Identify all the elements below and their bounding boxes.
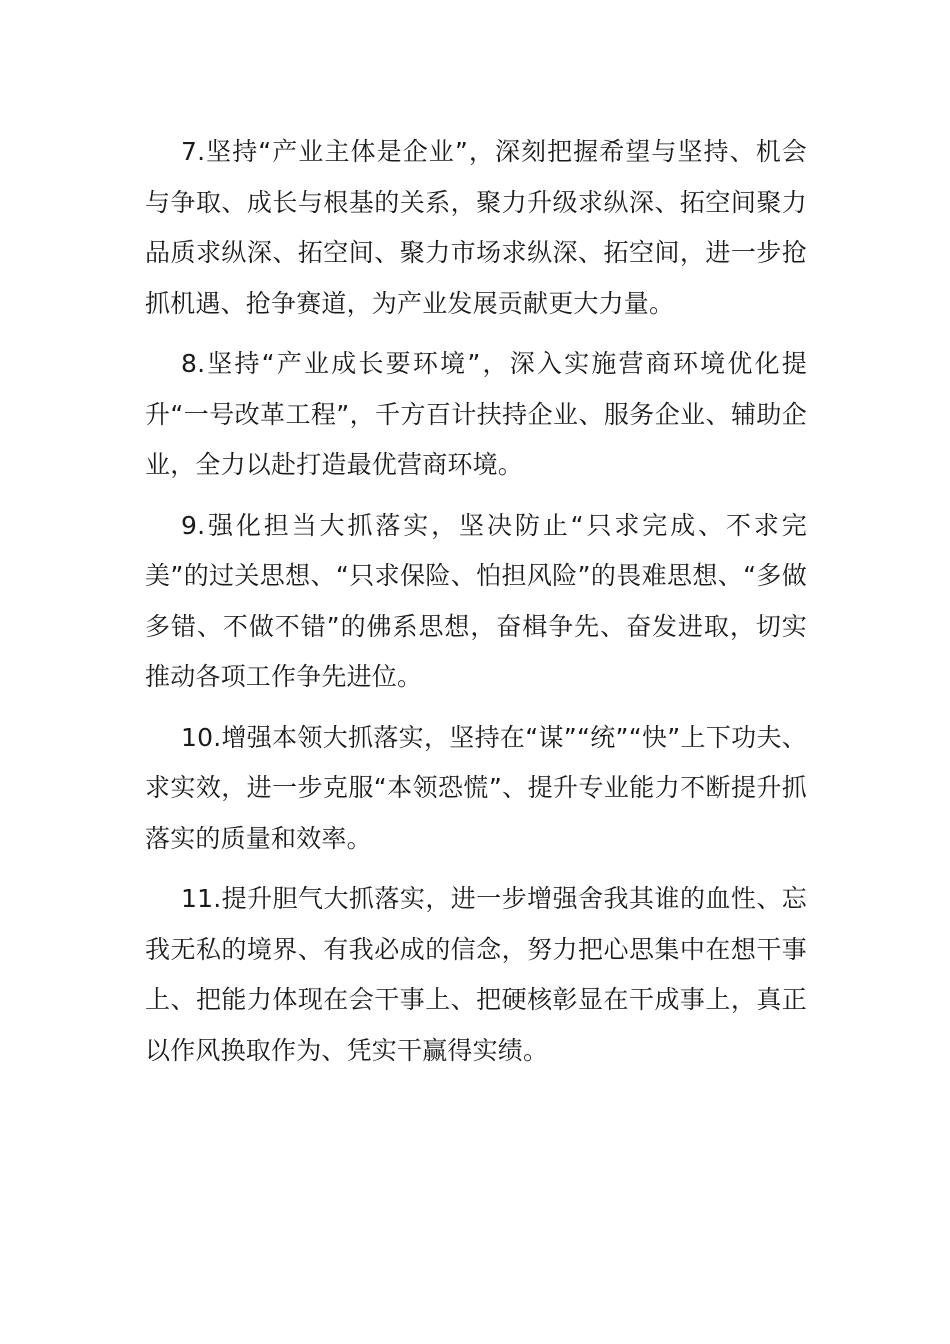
paragraph-7: 7.坚持“产业主体是企业”，深刻把握希望与坚持、机会与争取、成长与根基的关系，聚力升级求纵深、拓空间聚力品质求纵深、拓空间、聚力市场求纵深、拓空间，进一步抢抓机遇、抢争赛道，为产业发展贡献更大力量。 — [145, 137, 807, 318]
paragraph-9: 9.强化担当大抓落实，坚决防止“只求完成、不求完美”的过关思想、“只求保险、怕担风险”的畏难思想、“多做多错、不做不错”的佛系思想，奋楫争先、奋发进取，切实推动各项工作争先进位。 — [145, 510, 807, 691]
paragraph-10: 10.增强本领大抓落实，坚持在“谋”“统”“快”上下功夫、求实效，进一步克服“本领恐慌”、提升专业能力不断提升抓落实的质量和效率。 — [145, 722, 807, 853]
paragraph-8: 8.坚持“产业成长要环境”，深入实施营商环境优化提升“一号改革工程”，千方百计扶持企业、服务企业、辅助企业，全力以赴打造最优营商环境。 — [145, 349, 807, 479]
paragraph-11: 11.提升胆气大抓落实，进一步增强舍我其谁的血性、忘我无私的境界、有我必成的信念，努力把心思集中在想干事上、把能力体现在会干事上、把硬核彰显在干成事上，真正以作风换取作为、凭实干赢得实绩。 — [145, 884, 807, 1065]
document-body — [145, 127, 807, 1086]
